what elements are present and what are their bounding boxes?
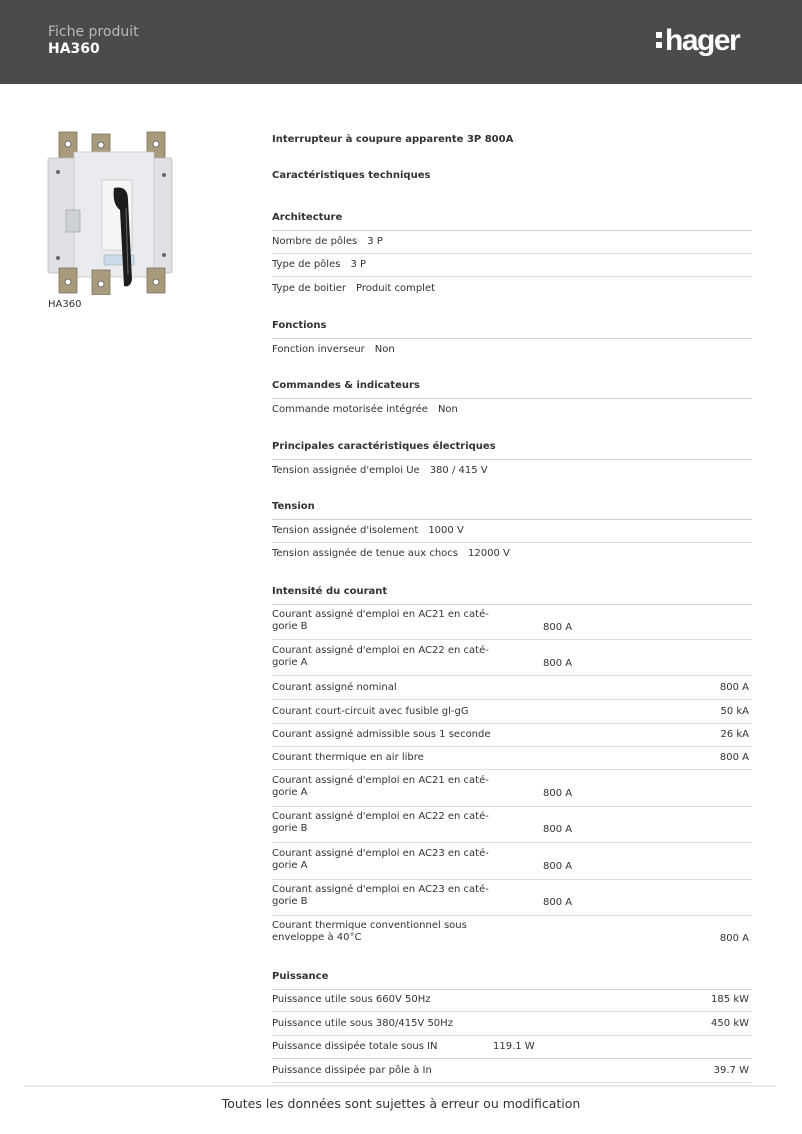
spec-row: Puissance utile sous 660V 50Hz 185 kW	[272, 994, 752, 1012]
specs-heading: Caractéristiques techniques	[272, 170, 431, 181]
spec-row: Courant thermique en air libre 800 A	[272, 752, 752, 770]
section-heading-intensite: Intensité du courant	[272, 586, 752, 605]
spec-row: Nombre de pôles 3 P	[272, 236, 752, 254]
spec-row: Fonction inverseur Non	[272, 344, 395, 355]
header-product-code: HA360	[48, 41, 100, 57]
footer-divider	[24, 1085, 776, 1087]
spec-row: Puissance dissipée par pôle à In 39.7 W	[272, 1065, 752, 1083]
section-heading-tension: Tension	[272, 501, 752, 520]
spec-row: Courant assigné nominal 800 A	[272, 682, 752, 700]
spec-row: Courant court-circuit avec fusible gl-gG 50 kA	[272, 706, 752, 724]
spec-row: Courant assigné d'emploi en AC22 en caté-gorie A 800 A	[272, 645, 752, 676]
spec-row: Courant assigné d'emploi en AC23 en caté-gorie B 800 A	[272, 884, 752, 916]
switch-disconnector-image	[44, 130, 174, 295]
spec-row: Type de boitier Produit complet	[272, 283, 436, 294]
spec-row: Commande motorisée intégrée Non	[272, 404, 458, 415]
spec-row: Tension assignée de tenue aux chocs 12000 V	[272, 548, 510, 559]
spec-row: Type de pôles 3 P	[272, 259, 752, 277]
spec-row: Courant assigné admissible sous 1 seconde 26 kA	[272, 729, 752, 747]
spec-row: Courant assigné d'emploi en AC22 en caté-gorie B 800 A	[272, 811, 752, 843]
spec-row: Tension assignée d'emploi Ue 380 / 415 V	[272, 465, 488, 476]
section-heading-architecture: Architecture	[272, 212, 752, 231]
spec-row: Courant assigné d'emploi en AC21 en caté-gorie B 800 A	[272, 609, 752, 640]
page-header	[0, 0, 802, 84]
product-title: Interrupteur à coupure apparente 3P 800A	[272, 134, 514, 145]
logo-colon-icon	[656, 28, 664, 50]
section-heading-puissance: Puissance	[272, 971, 752, 990]
spec-row: Courant thermique conventionnel sous enveloppe à 40°C 800 A	[272, 920, 749, 944]
section-heading-electriques: Principales caractéristiques électriques	[272, 441, 752, 460]
spec-row: Tension assignée d'isolement 1000 V	[272, 525, 752, 543]
section-heading-commandes: Commandes & indicateurs	[272, 380, 752, 399]
hager-logo: hager	[656, 26, 739, 56]
header-subtitle: Fiche produit	[48, 24, 139, 40]
spec-row: Puissance dissipée totale sous IN 119.1 W	[272, 1041, 752, 1059]
spec-row: Puissance utile sous 380/415V 50Hz 450 kW	[272, 1018, 752, 1036]
footer-disclaimer: Toutes les données sont sujettes à erreur ou modification	[221, 1096, 581, 1111]
section-heading-fonctions: Fonctions	[272, 320, 752, 339]
image-caption: HA360	[48, 299, 82, 310]
spec-row: Courant assigné d'emploi en AC21 en caté-gorie A 800 A	[272, 775, 752, 807]
spec-row: Courant assigné d'emploi en AC23 en caté-gorie A 800 A	[272, 848, 752, 880]
